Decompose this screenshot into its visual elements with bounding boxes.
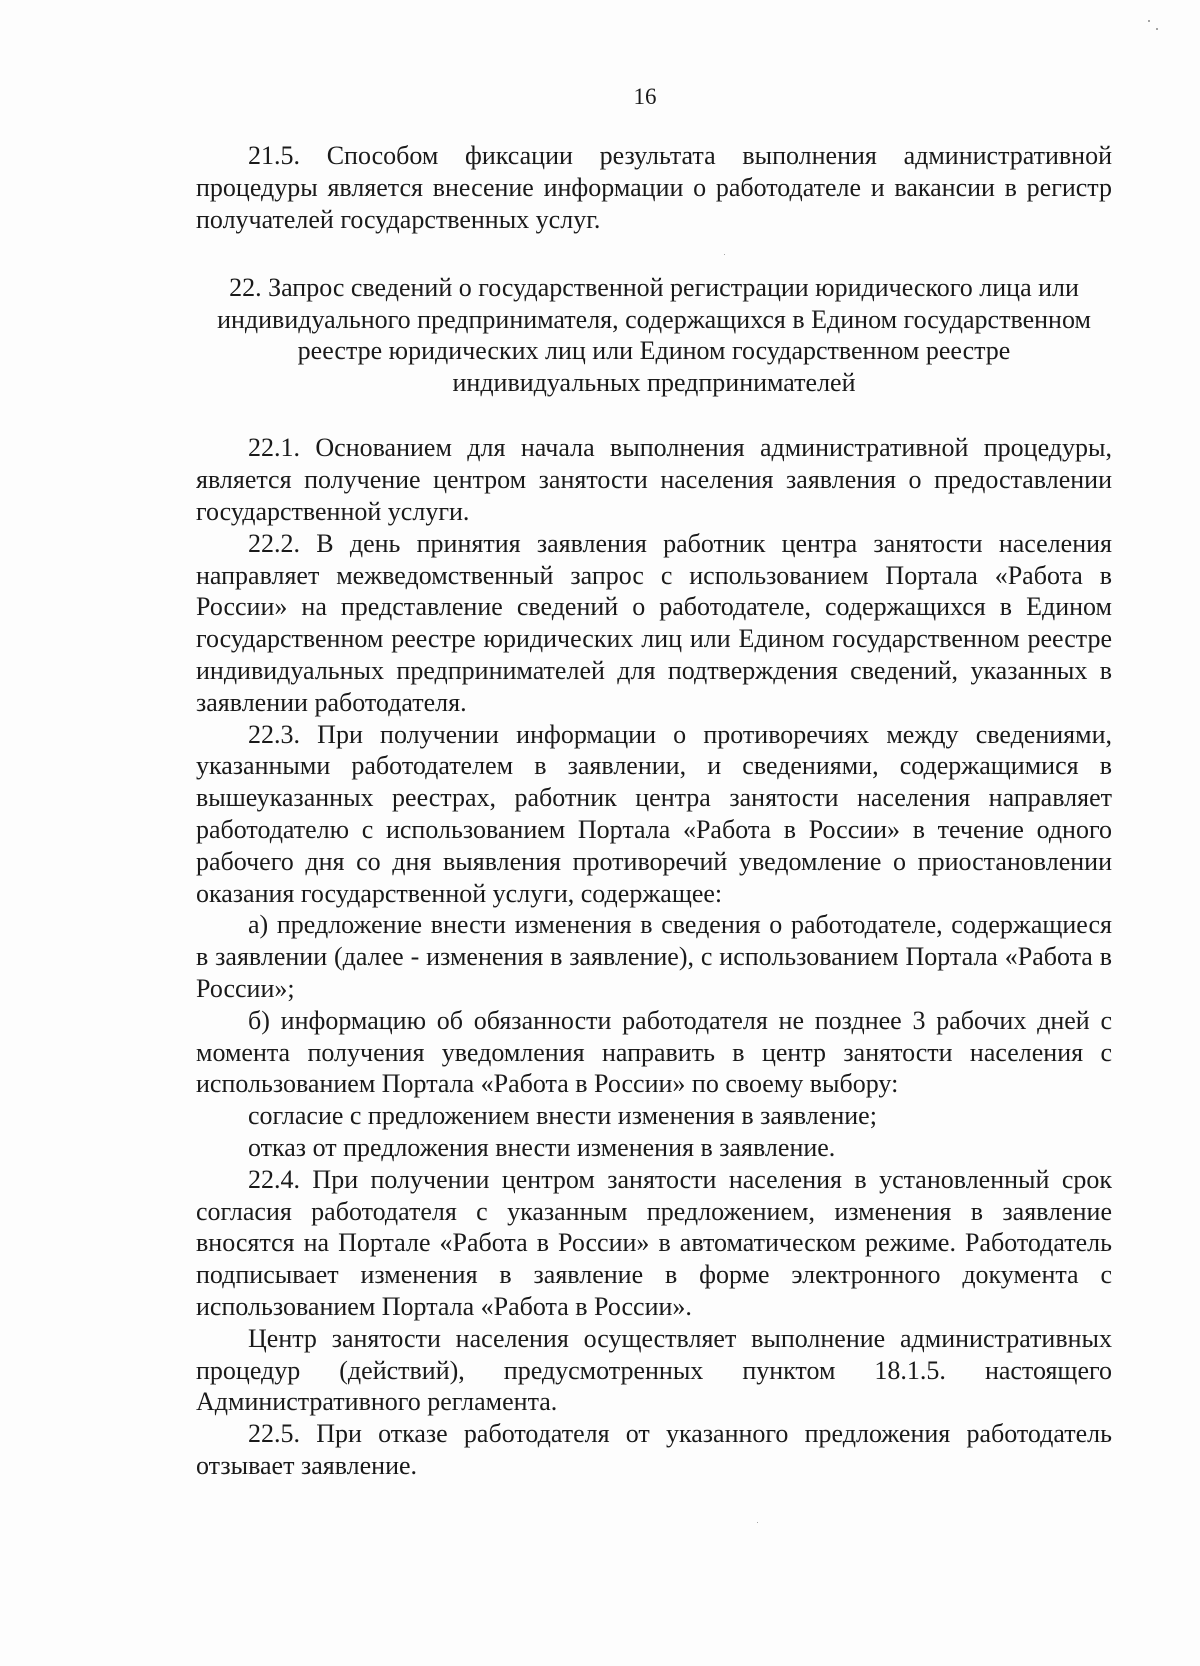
page-number: 16 (633, 84, 657, 109)
paragraph-22-2: 22.2. В день принятия заявления работник центра занятости населения направляет межведомственный запрос с использованием Портала «Работа в России» на представление сведений о работодателе, содержащихся в Едином государственном реестре юридических лиц или Едином государственном реестре индивидуальных предпринимателей для подтверждения сведений, указанных в заявлении работодателя. (196, 528, 1112, 717)
list-item-consent: согласие с предложением внести изменения в заявление; (248, 1101, 877, 1131)
paragraph-22-5: 22.5. При отказе работодателя от указанного предложения работодатель отзывает заявление. (196, 1419, 1112, 1480)
section-heading-22: 22. Запрос сведений о государственной регистрации юридического лица или индивидуального предпринимателя, содержащихся в Едином государственном реестре юридических лиц или Едином государственном реестре индивидуальных предпринимателей (217, 273, 1091, 397)
scan-speck (757, 1522, 758, 1523)
paragraph-22-3: 22.3. При получении информации о противоречиях между сведениями, указанными работодателем в заявлении, и сведениями, содержащимися в вышеуказанных реестрах, работник центра занятости населения направляет работодателю с использованием Портала «Работа в России» в течение одного рабочего дня со дня выявления противоречий уведомление о приостановлении оказания государственной услуги, содержащее: (196, 719, 1112, 908)
paragraph-22-4-continuation: Центр занятости населения осуществляет выполнение административных процедур (действий), предусмотренных пунктом 18.1.5. настоящего Административного регламента. (196, 1323, 1112, 1417)
scan-speck (1148, 20, 1150, 22)
paragraph-22-4: 22.4. При получении центром занятости населения в установленный срок согласия работодателя с указанным предложением, изменения в заявление вносятся на Портале «Работа в России» в автоматическом режиме. Работодатель подписывает изменения в заявление в форме электронного документа с использованием Портала «Работа в России». (196, 1164, 1112, 1321)
paragraph-22-1: 22.1. Основанием для начала выполнения административной процедуры, является получение центром занятости населения заявления о предоставлении государственной услуги. (196, 433, 1112, 526)
document-body (196, 140, 1112, 1482)
scan-speck (1156, 28, 1158, 30)
paragraph-22-3-a: а) предложение внести изменения в сведения о работодателе, содержащиеся в заявлении (далее - изменения в заявление), с использованием Портала «Работа в России»; (196, 910, 1112, 1003)
list-item-refusal: отказ от предложения внести изменения в заявление. (248, 1132, 836, 1162)
paragraph-22-3-b: б) информацию об обязанности работодателя не позднее 3 рабочих дней с момента получения уведомления направить в центр занятости населения с использованием Портала «Работа в России» по своему выбору: (196, 1005, 1112, 1099)
paragraph-21-5: 21.5. Способом фиксации результата выполнения административной процедуры является внесение информации о работодателе и вакансии в регистр получателей государственных услуг. (196, 141, 1112, 234)
